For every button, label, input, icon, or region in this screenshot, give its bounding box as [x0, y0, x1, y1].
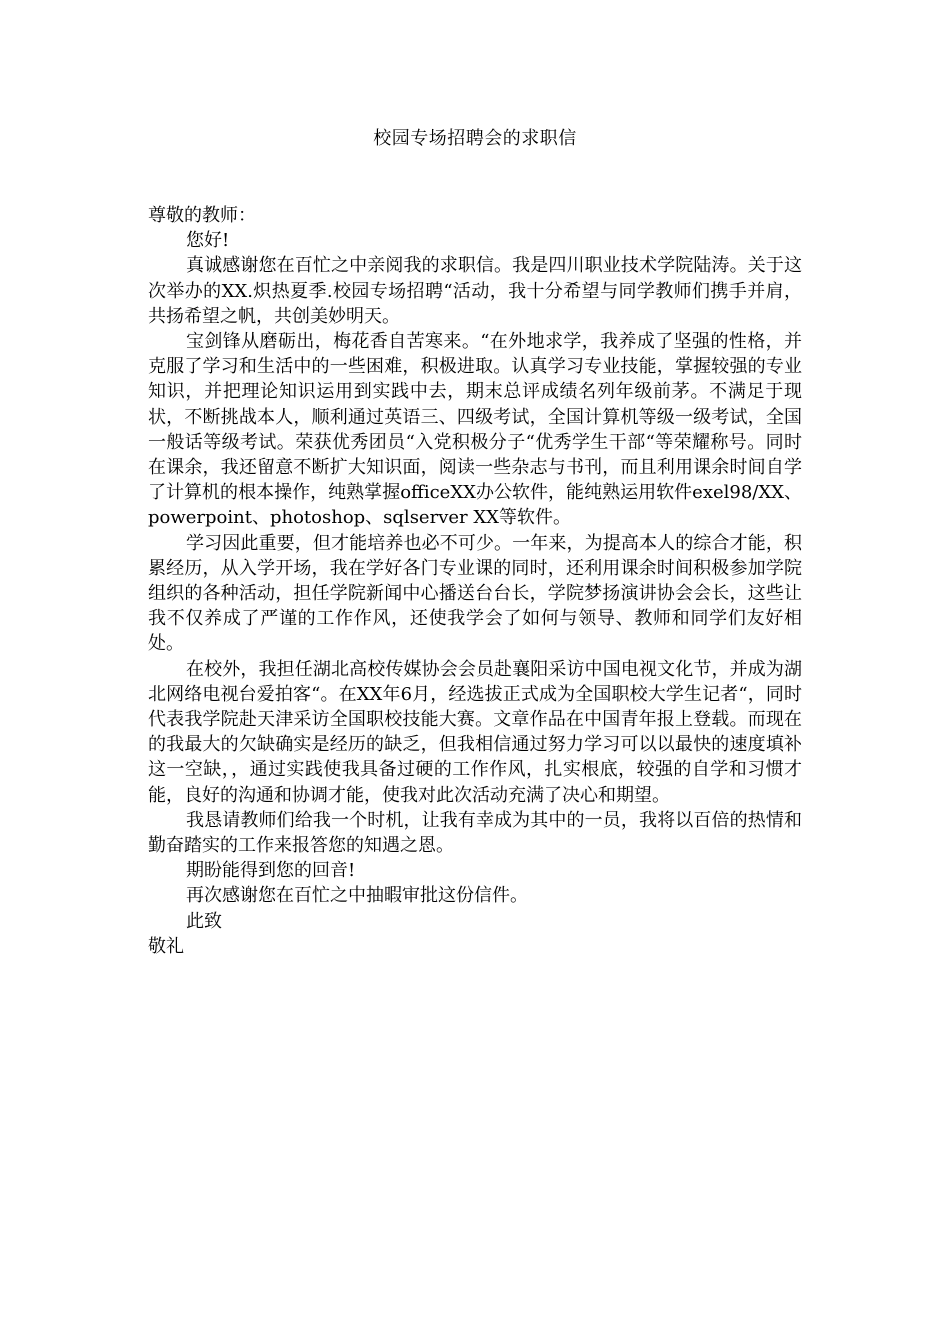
paragraph-request: 我恳请教师们给我一个时机，让我有幸成为其中的一员，我将以百倍的热情和勤奋踏实的工作来报答您的知遇之恩。 — [148, 809, 802, 857]
closing-salute: 敬礼 — [148, 935, 184, 957]
document-title: 校园专场招聘会的求职信 — [373, 128, 577, 149]
closing-phrase: 此致 — [186, 910, 222, 932]
paragraph-study: 宝剑锋从磨砺出，梅花香自苦寒来。“在外地求学，我养成了坚强的性格，并克服了学习和生活中的一些困难，积极进取。认真学习专业技能，掌握较强的专业知识，并把理论知识运用到实践中去，期末总评成绩名列年级前茅。不满足于现状，不断挑战本人，顺利通过英语三、四级考试，全国计算机等级一级考试，全国一般话等级考试。荣获优秀团员“入党积极分子“优秀学生干部“等荣耀称号。同时在课余，我还留意不断扩大知识面，阅读一些杂志与书刊，而且利用课余时间自学了计算机的根本操作，纯熟掌握officeXX办公软件，能纯熟运用软件exel98/XX、powerpoint、photoshop、sqlserver XX等软件。 — [148, 331, 802, 529]
paragraph-external: 在校外，我担任湖北高校传媒协会会员赴襄阳采访中国电视文化节，并成为湖北网络电视台爱拍客“。在XX年6月，经选拔正式成为全国职校大学生记者“，同时代表我学院赴天津采访全国职校技能大赛。文章作品在中国青年报上登载。而现在的我最大的欠缺确实是经历的缺乏，但我相信通过努力学习可以以最快的速度填补这一空缺，，通过实践使我具备过硬的工作作风，扎实根底，较强的自学和习惯才能，良好的沟通和协调才能，使我对此次活动充满了决心和期望。 — [148, 658, 802, 806]
letter-body — [148, 203, 802, 959]
paragraph-thanks: 真诚感谢您在百忙之中亲阅我的求职信。我是四川职业技术学院陆涛。关于这次举办的XX.炽热夏季.校园专场招聘“活动，我十分希望与同学教师们携手并肩，共扬希望之帆，共创美妙明天。 — [148, 255, 802, 327]
paragraph-activities: 学习因此重要，但才能培养也必不可少。一年来，为提高本人的综合才能，积累经历，从入学开场，我在学好各门专业课的同时，还利用课余时间积极参加学院组织的各种活动，担任学院新闻中心播送台台长，学院梦扬演讲协会会长，这些让我不仅养成了严谨的工作作风，还使我学会了如何与领导、教师和同学们友好相处。 — [148, 532, 802, 655]
greeting: 您好! — [186, 230, 230, 252]
paragraph-thanks-again: 再次感谢您在百忙之中抽暇审批这份信件。 — [186, 885, 528, 907]
salutation: 尊敬的教师： — [148, 205, 256, 226]
paragraph-hope: 期盼能得到您的回音! — [186, 860, 356, 882]
